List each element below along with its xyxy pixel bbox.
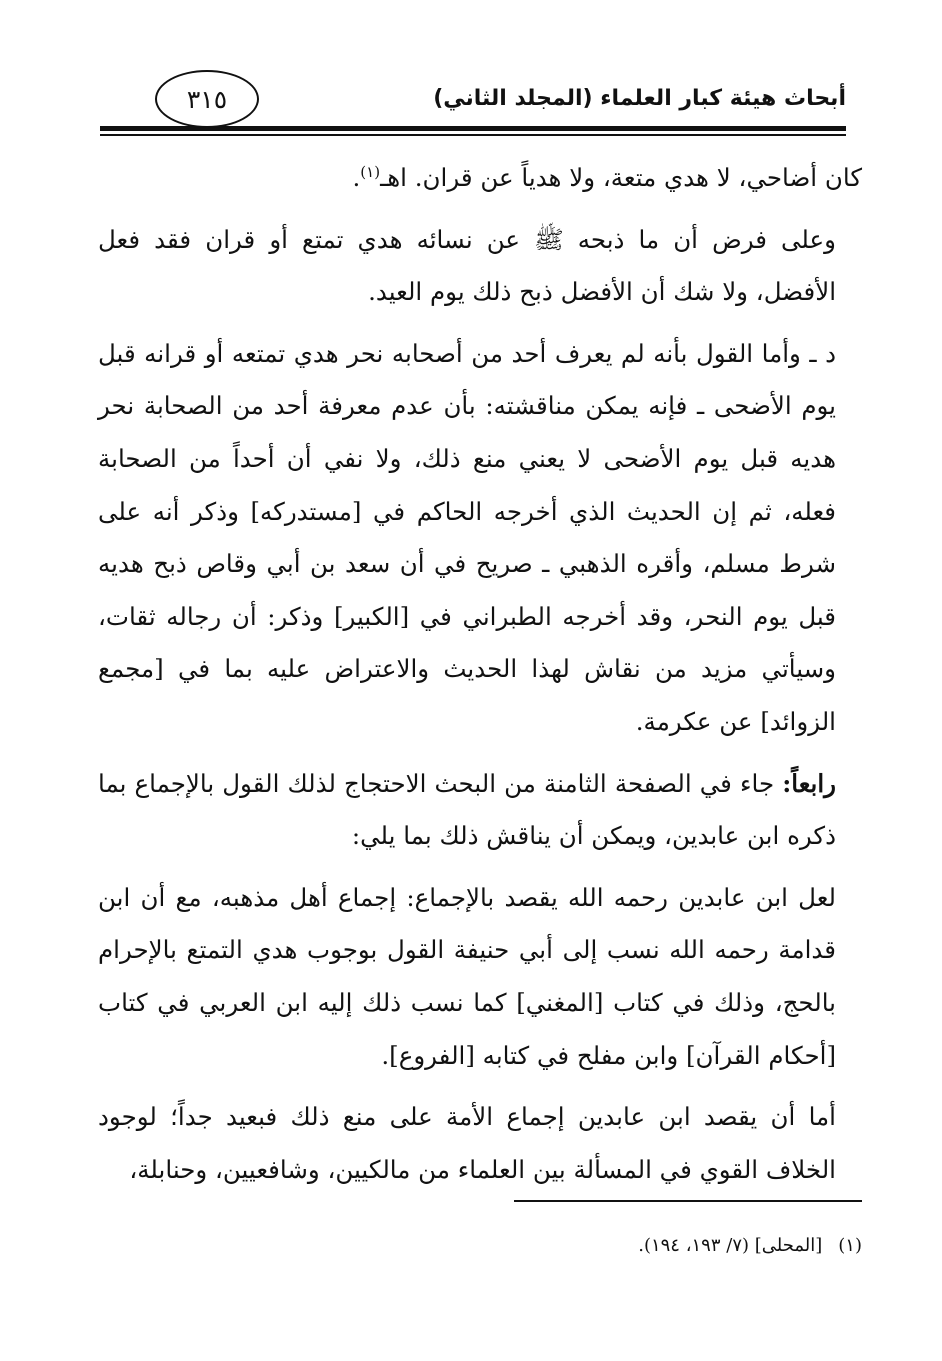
- footnote-text: [المحلى] (٧/ ١٩٣، ١٩٤).: [638, 1235, 823, 1256]
- page-number-oval: [155, 70, 259, 128]
- paragraph-5: لعل ابن عابدين رحمه الله يقصد بالإجماع: إجماع أهل مذهبه، مع أن ابن قدامة رحمه الله نسب إلى أبي حنيفة القول بوجوب هدي التمتع بالإحرام بالحج، وذلك في كتاب [المغني] كما نسب ذلك إليه ابن العربي في كتاب [أحكام القرآن] وابن مفلح في كتابه [الفروع].: [98, 882, 836, 1070]
- paragraph-3: د ـ وأما القول بأنه لم يعرف أحد من أصحابه نحر هدي تمتعه أو قرانه قبل يوم الأضحى ـ فإنه يمكن مناقشته: بأن عدم معرفة أحد من الصحابة نحر هديه قبل يوم الأضحى لا يعني منع ذلك، ولا نفي أن أحداً من الصحابة فعله، ثم إن الحديث الذي أخرجه الحاكم في [مستدركه] وذكر أنه على شرط مسلم، وأقره الذهبي ـ صريح في أن سعد بن أبي وقاص ذبح هديه قبل يوم النحر، وقد أخرجه الطبراني في [الكبير] وذكر: أن رجاله ثقات، وسيأتي مزيد من نقاش لهذا الحديث والاعتراض عليه بما في [مجمع الزوائد] عن عكرمة.: [98, 338, 836, 736]
- paragraph-6: أما أن يقصد ابن عابدين إجماع الأمة على منع ذلك فبعيد جداً؛ لوجود الخلاف القوي في المسألة بين العلماء من مالكيين، وشافعيين، وحنابلة،: [98, 1102, 836, 1184]
- body-text: [98, 152, 862, 1196]
- paragraph-4-text: جاء في الصفحة الثامنة من البحث الاحتجاج لذلك القول بالإجماع بما ذكره ابن عابدين، ويمكن أن يناقش ذلك بما يلي:: [98, 768, 836, 851]
- page-header: [100, 70, 846, 140]
- paragraph-4-lead: رابعاً:: [782, 768, 836, 798]
- footnote-number: (١): [838, 1235, 862, 1256]
- footnote-separator: [514, 1200, 862, 1202]
- paragraph-1-text: كان أضاحي، لا هدي متعة، ولا هدياً عن قران. اهـ: [380, 163, 862, 192]
- header-rule-thin: [100, 134, 846, 136]
- paragraph-2: وعلى فرض أن ما ذبحه ﷺ عن نسائه هدي تمتع أو قران فقد فعل الأفضل، ولا شك أن الأفضل ذبح ذلك يوم العيد.: [98, 224, 836, 307]
- footnote-reference: (١): [360, 162, 381, 181]
- paragraph-4: [98, 758, 862, 863]
- running-title: أبحاث هيئة كبار العلماء (المجلد الثاني): [433, 86, 846, 111]
- paragraph-continuation: [98, 152, 862, 205]
- footnote: [98, 1232, 862, 1260]
- paragraph-1-end: .: [352, 163, 361, 192]
- page-number: ٣١٥: [186, 84, 228, 114]
